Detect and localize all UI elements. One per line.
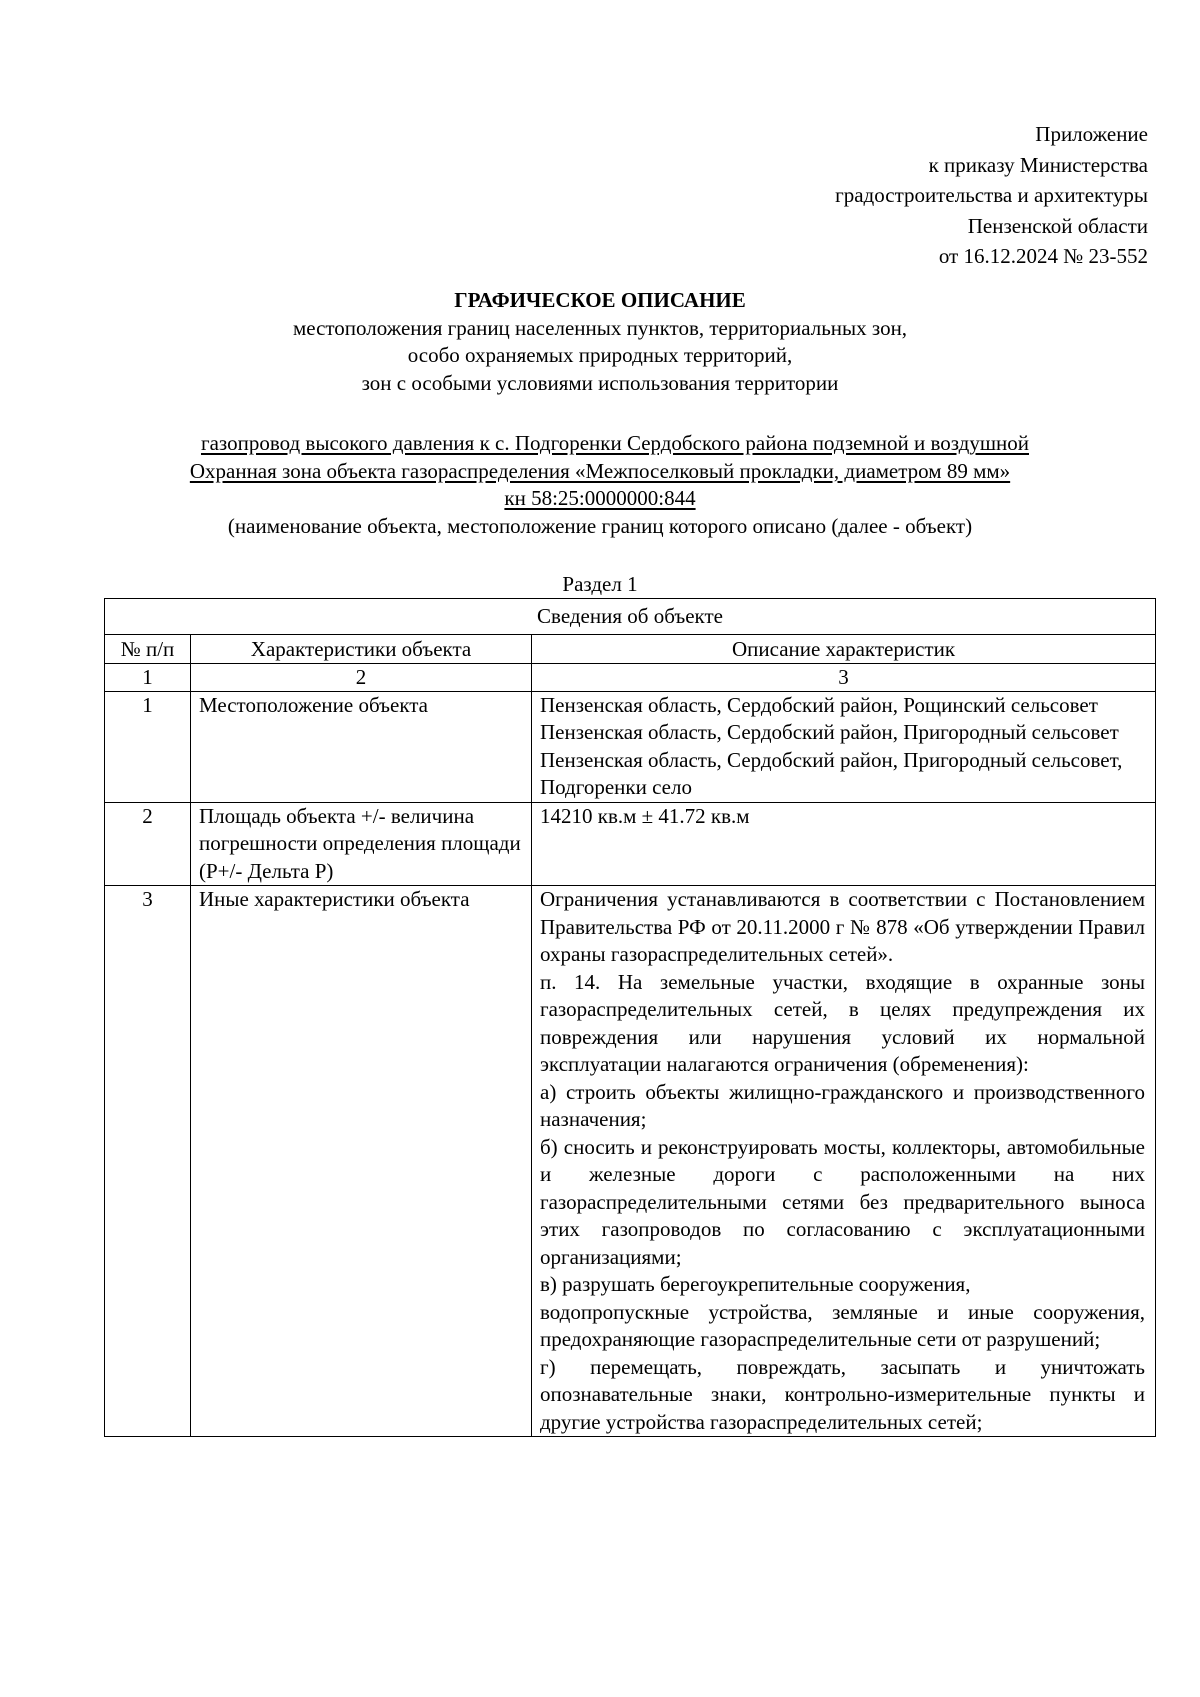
section-label: Раздел 1 [562,572,638,596]
document-title-block [0,287,1200,397]
column-header: Характеристики объекта [191,634,532,663]
column-number: 3 [532,663,1156,691]
column-number-row [105,663,1156,691]
row-characteristic: Местоположение объекта [191,691,532,802]
row-number: 3 [105,886,191,1437]
document-subtitle-line: зон с особыми условиями использования территории [361,370,839,395]
document-subtitle-line: особо охраняемых природных территорий, [407,343,793,367]
description-paragraph: а) строить объекты жилищно-гражданского и производственного назначения; [540,1079,1146,1131]
description-paragraph: 14210 кв.м ± 41.72 кв.м [540,803,750,828]
document-subtitle-line: местоположения границ населенных пунктов, территориальных зон, [292,315,908,340]
table-header-row [105,634,1156,663]
appendix-line: к приказу Министерства [928,152,1148,177]
object-cadastral-number: кн 58:25:0000000:844 [504,486,696,510]
object-name-line: Охранная зона объекта газораспределения «Межпоселковый прокладки, диаметром 89 мм» [189,458,1011,483]
table-caption: Сведения об объекте [105,599,1156,635]
appendix-line: Приложение [1035,122,1148,146]
description-paragraph: Пензенская область, Сердобский район, Пригородный сельсовет [540,720,1119,744]
object-name-block [0,430,1200,540]
description-paragraph: г) перемещать, повреждать, засыпать и уничтожать опознавательные знаки, контрольно-измерительные пункты и другие устройства газораспределительных сетей; [540,1354,1146,1434]
row-description [532,691,1156,802]
row-description [532,802,1156,886]
table-caption-row [105,599,1156,635]
table-row [105,886,1156,1437]
description-paragraph: б) сносить и реконструировать мосты, коллекторы, автомобильные и железные дороги с расположенными на них газораспределительными сетями без предварительного выноса этих газопроводов по согласованию с эксплуатационными организациями; [540,1134,1146,1269]
row-description [532,886,1156,1437]
column-header: Описание характеристик [532,634,1156,663]
object-caption: (наименование объекта, местоположение границ которого описано (далее - объект) [227,513,973,538]
row-number: 1 [105,691,191,802]
column-number: 1 [105,663,191,691]
table-row [105,802,1156,886]
description-paragraph: в) разрушать берегоукрепительные сооружения, [540,1272,971,1296]
description-paragraph: водопропускные устройства, земляные и иные сооружения, предохраняющие газораспределительные сети от разрушений; [540,1299,1146,1351]
object-info-table [104,598,1156,1437]
description-paragraph: Пензенская область, Сердобский район, Пригородный сельсовет, Подгоренки село [540,747,1123,799]
table-row [105,691,1156,802]
column-number: 2 [191,663,532,691]
description-paragraph: Пензенская область, Сердобский район, Рощинский сельсовет [540,692,1098,717]
appendix-line: градостроительства и архитектуры [835,183,1148,207]
column-header: № п/п [105,634,191,663]
description-paragraph: Ограничения устанавливаются в соответствии с Постановлением Правительства РФ от 20.11.2000 г № 878 «Об утверждении Правил охраны газораспределительных сетей». [540,887,1146,966]
description-paragraph: п. 14. На земельные участки, входящие в охранные зоны газораспределительных сетей, в целях предупреждения их повреждения или нарушения условий их нормальной эксплуатации налагаются ограничения (обременения): [540,969,1146,1076]
appendix-header [835,119,1148,272]
document-title: ГРАФИЧЕСКОЕ ОПИСАНИЕ [454,288,746,312]
row-characteristic: Иные характеристики объекта [191,886,532,1437]
appendix-order-date: от 16.12.2024 № 23-552 [938,244,1148,268]
row-number: 2 [105,802,191,886]
appendix-line: Пензенской области [967,213,1148,238]
row-characteristic: Площадь объекта +/- величина погрешности определения площади (P+/- Дельта P) [191,802,532,886]
object-name-line: газопровод высокого давления к с. Подгоренки Сердобского района подземной и воздушной [200,431,1029,455]
